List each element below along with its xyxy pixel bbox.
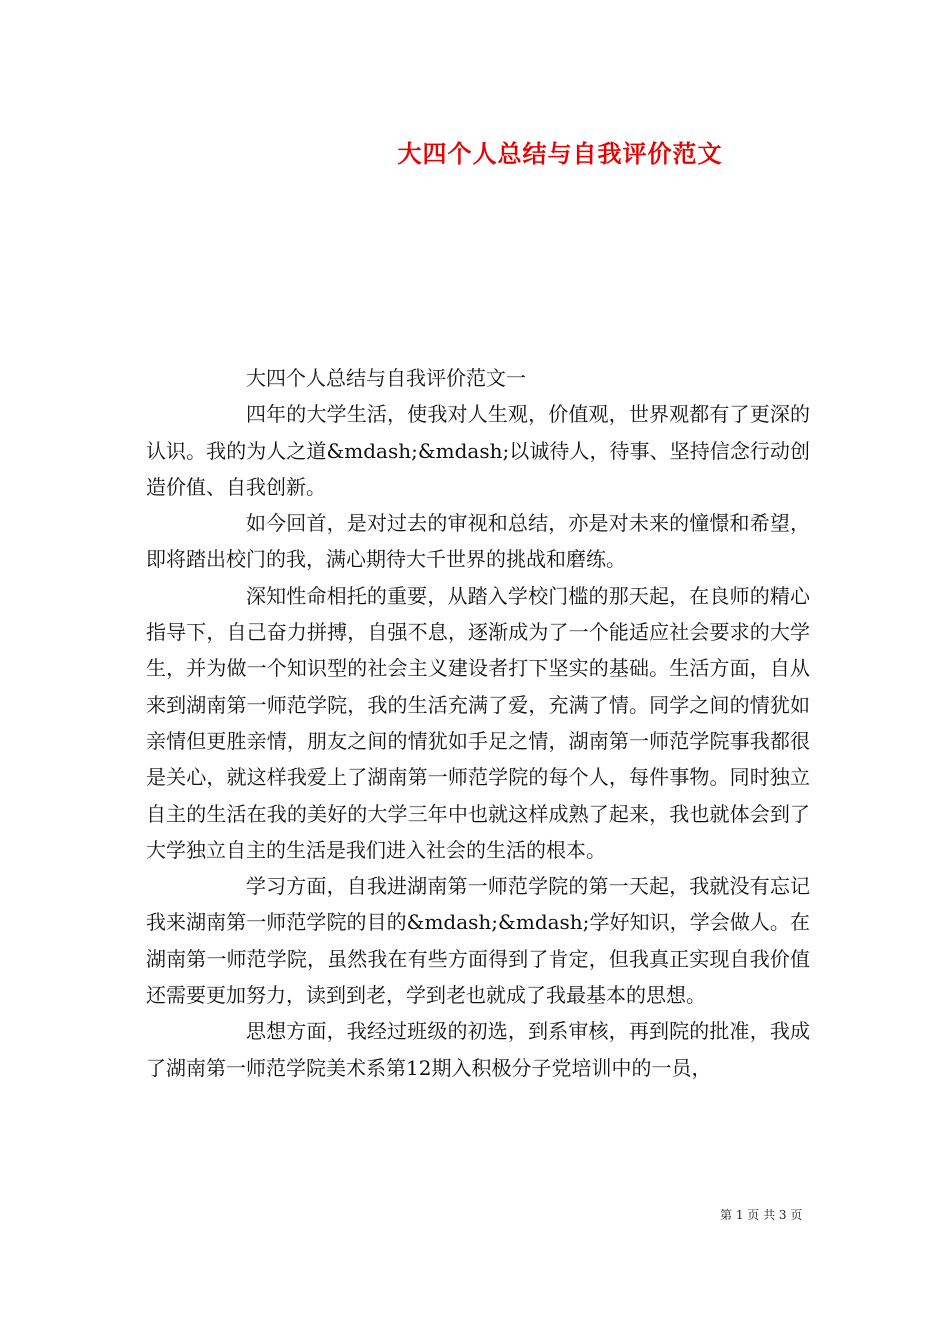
paragraph: 四年的大学生活，使我对人生观，价值观，世界观都有了更深的认识。我的为人之道&mdash;&mdash;以诚待人，待事、坚持信念行动创造价值、自我创新。 <box>146 402 810 499</box>
paragraph: 如今回首，是对过去的审视和总结，亦是对未来的憧憬和希望，即将踏出校门的我，满心期待大千世界的挑战和磨练。 <box>146 511 810 572</box>
paragraph-heading: 大四个人总结与自我评价范文一 <box>246 366 526 390</box>
paragraph: 学习方面，自我进湖南第一师范学院的第一天起，我就没有忘记我来湖南第一师范学院的目的&mdash;&mdash;学好知识，学会做人。在湖南第一师范学院，虽然我在有些方面得到了肯定，但我真正实现自我价值还需要更加努力，读到到老，学到老也就成了我最基本的思想。 <box>146 874 810 1008</box>
page-number: 第 1 页 共 3 页 <box>720 1208 803 1222</box>
document-body <box>146 360 810 1086</box>
paragraph: 深知性命相托的重要，从踏入学校门槛的那天起，在良师的精心指导下，自己奋力拼搏，自强不息，逐渐成为了一个能适应社会要求的大学生，并为做一个知识型的社会主义建设者打下坚实的基础。生活方面，自从来到湖南第一师范学院，我的生活充满了爱，充满了情。同学之间的情犹如亲情但更胜亲情，朋友之间的情犹如手足之情，湖南第一师范学院事我都很是关心，就这样我爱上了湖南第一师范学院的每个人，每件事物。同时独立自主的生活在我的美好的大学三年中也就这样成熟了起来，我也就体会到了大学独立自主的生活是我们进入社会的生活的根本。 <box>146 583 810 862</box>
paragraph: 思想方面，我经过班级的初选，到系审核，再到院的批准，我成了湖南第一师范学院美术系第12期入积极分子党培训中的一员， <box>146 1019 810 1080</box>
document-title: 大四个人总结与自我评价范文 <box>397 139 723 168</box>
